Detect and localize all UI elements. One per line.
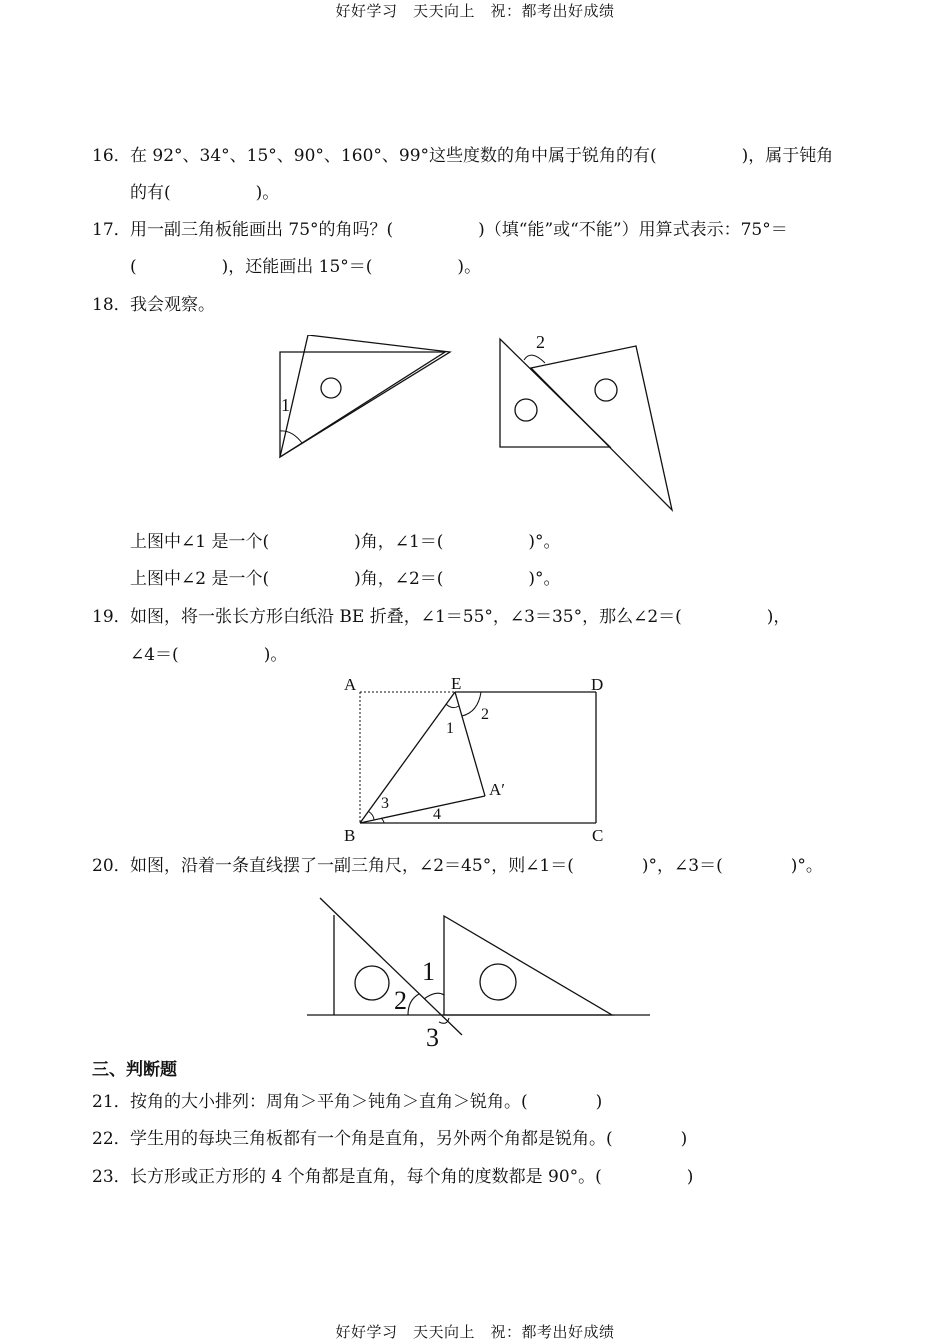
answer-line-1: 上图中∠1 是一个( )角，∠1＝( )°。: [130, 532, 561, 552]
question-number: 23．: [92, 1167, 131, 1187]
question-text: ∠4＝( )。: [130, 645, 288, 665]
question-text: 我会观察。: [130, 295, 215, 315]
point-B-label: B: [344, 826, 356, 845]
angle-1-label: 1: [281, 395, 290, 415]
question-number: 22．: [92, 1129, 131, 1149]
figure-q20-set-squares: [300, 888, 655, 1053]
angle-2-label: 2: [481, 706, 489, 723]
question-text: 学生用的每块三角板都有一个角是直角，另外两个角都是锐角。( ): [130, 1129, 688, 1149]
question-number: 19．: [92, 607, 131, 627]
angle-3-label: 3: [426, 1023, 439, 1052]
question-number: 17．: [92, 220, 131, 240]
figure-q19-rectangle: [335, 668, 620, 848]
angle-2-label: 2: [394, 986, 407, 1015]
question-number: 18．: [92, 295, 131, 315]
question-text: 的有( )。: [130, 183, 280, 203]
question-text: 在 92°、34°、15°、90°、160°、99°这些度数的角中属于锐角的有( )，属于钝角: [130, 146, 834, 166]
question-number: 16．: [92, 146, 131, 166]
angle-1-label: 1: [446, 720, 454, 737]
question-text: 如图，将一张长方形白纸沿 BE 折叠，∠1＝55°，∠3＝35°，那么∠2＝( )，: [130, 607, 791, 627]
point-E-label: E: [451, 674, 462, 693]
figure-q18-left: [270, 335, 465, 465]
question-text: 如图，沿着一条直线摆了一副三角尺，∠2＝45°，则∠1＝( )°，∠3＝( )°。: [130, 856, 823, 876]
question-text: 用一副三角板能画出 75°的角吗？( )（填“能”或“不能”）用算式表示：75°＝: [130, 220, 788, 240]
angle-2-label: 2: [536, 332, 545, 352]
answer-line-2: 上图中∠2 是一个( )角，∠2＝( )°。: [130, 569, 561, 589]
figure-q18-right: [490, 325, 685, 515]
question-number: 20．: [92, 856, 131, 876]
point-C-label: C: [592, 826, 604, 845]
point-D-label: D: [591, 675, 604, 694]
point-A-label: A: [344, 675, 357, 694]
page-header: 好好学习 天天向上 祝：都考出好成绩: [335, 2, 615, 20]
point-A-prime-label: A′: [489, 780, 505, 799]
angle-4-label: 4: [433, 806, 441, 823]
question-text: 按角的大小排列：周角＞平角＞钝角＞直角＞锐角。( ): [130, 1092, 603, 1112]
angle-3-label: 3: [381, 795, 389, 812]
page-footer: 好好学习 天天向上 祝：都考出好成绩: [335, 1323, 615, 1341]
question-text: 长方形或正方形的 4 个角都是直角，每个角的度数都是 90°。( ): [130, 1167, 694, 1187]
angle-1-label: 1: [422, 957, 435, 986]
question-text: ( )，还能画出 15°＝( )。: [130, 257, 482, 277]
question-number: 21．: [92, 1092, 131, 1112]
section-title: 三、判断题: [92, 1060, 177, 1080]
